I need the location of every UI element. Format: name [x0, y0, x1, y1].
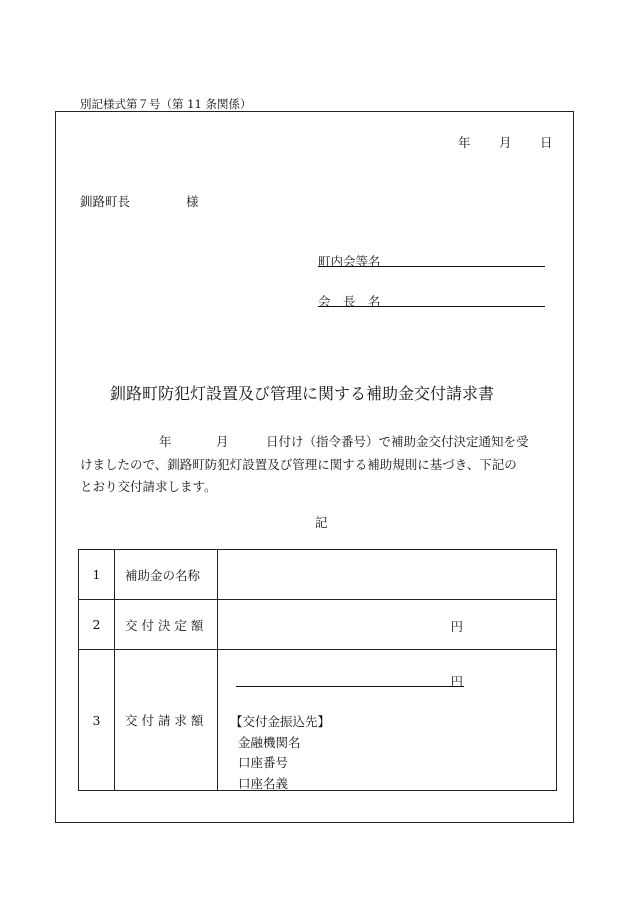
yen-unit: 円 [450, 674, 463, 689]
association-name-label: 町内会等名 [318, 254, 381, 269]
row-number: 1 [79, 550, 115, 600]
table-row [79, 550, 557, 600]
body-line3: とおり交付請求します。 [80, 479, 217, 494]
decided-amount-value [218, 600, 557, 650]
body-month: 月 [216, 434, 229, 449]
date-month-label: 月 [499, 135, 512, 150]
president-name-line [318, 306, 545, 307]
document-title: 釧路町防犯灯設置及び管理に関する補助金交付請求書 [110, 384, 495, 403]
date-day-label: 日 [540, 135, 553, 150]
table-row [79, 600, 557, 650]
bank-name-label: 金融機関名 [238, 734, 301, 750]
body-year: 年 [159, 434, 172, 449]
subsidy-name-value [218, 550, 557, 600]
transfer-heading: 【交付金振込先】 [230, 714, 331, 729]
addressee-honorific: 様 [186, 194, 199, 209]
body-line1: 日付け（指令番号）で補助金交付決定通知を受 [266, 434, 529, 449]
row-label: 補助金の名称 [115, 550, 218, 600]
items-table [78, 549, 557, 791]
transfer-destination [230, 712, 330, 794]
date-year-label: 年 [458, 135, 471, 150]
addressee-name: 釧路町長 [80, 194, 131, 209]
row-label: 交 付 請 求 額 [115, 650, 218, 791]
amount-underline [236, 686, 464, 687]
ki-heading: 記 [315, 515, 328, 530]
form-number-header: 別記様式第７号（第 11 条関係） [80, 97, 252, 111]
association-name-line [318, 266, 545, 267]
president-name-label: 会 長 名 [318, 294, 381, 309]
row-number: 2 [79, 600, 115, 650]
row-label: 交 付 決 定 額 [115, 600, 218, 650]
row-number: 3 [79, 650, 115, 791]
table-row [79, 650, 557, 791]
body-line2: けましたので、釧路町防犯灯設置及び管理に関する補助規則に基づき、下記の [80, 457, 517, 472]
account-holder-label: 口座名義 [238, 775, 289, 791]
yen-unit: 円 [450, 619, 463, 634]
requested-amount-value [218, 650, 557, 791]
account-number-label: 口座番号 [238, 755, 289, 770]
